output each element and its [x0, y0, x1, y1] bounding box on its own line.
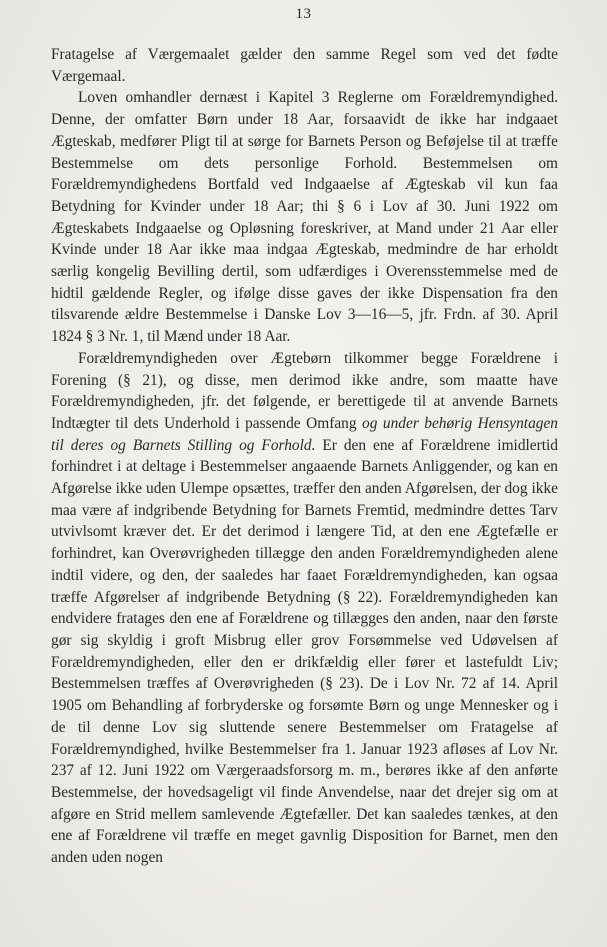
page-number: 13 — [295, 6, 312, 22]
paragraph — [51, 87, 558, 347]
paragraph — [51, 348, 558, 869]
text-run: Er den ene af Forældrene imidlertid forhindret i at deltage i Bestemmelser angaaende Barnets Anliggender, og kan en Afgørelse ikke uden Ulempe opsættes, træffer den anden Afgørelsen, der dog ikke maa være af indgribende Betydning for Barnets Fremtid, medmindre dettes Tarv utvivlsomt kræver det. Er det derimod i længere Tid, at den ene Ægtefælle er forhindret, kan Overøvrigheden tillægge den anden Forældremyndigheden alene indtil videre, og den, der saaledes har faaet Forældremyndigheden, kan ogsaa træffe Afgørelser af indgribende Betydning (§ 22). Forældremyndigheden kan endvidere fratages den ene af Forældrene og tillægges den anden, naar den første gør sig skyldig i groft Misbrug eller grov Forsømmelse ved Udøvelsen af Forældremyndigheden, eller den er drikfældig eller fører et lastefuldt Liv; Bestemmelsen træffes af Overøvrigheden (§ 23). De i Lov Nr. 72 af 14. April 1905 om Behandling af forbryderske og forsømte Børn og unge Mennesker og i de til denne Lov sig sluttende senere Bestemmelser om Fratagelse af Forældremyndighed, hvilke Bestemmelser fra 1. Januar 1923 afløses af Lov Nr. 237 af 12. Juni 1922 om Værgeraadsforsorg m. m., berøres ikke af den anførte Bestemmelse, der hovedsageligt vil finde Anvendelse, naar det drejer sig om at afgøre en Strid mellem samlevende Ægtefæller. Det kan saaledes tænkes, at den ene af Forældrene vil træffe en meget gavnlig Disposition for Barnet, men den anden uden nogen — [51, 436, 558, 867]
text-run: Loven omhandler dernæst i Kapitel 3 Reglerne om Forældremyndighed. Denne, der omfatter Børn under 18 Aar, forsaavidt de ikke har indgaaet Ægteskab, medfører Pligt til at sørge for Barnets Person og Beføjelse til at træffe Bestemmelse om dets personlige Forhold. Bestemmelsen om Forældremyndighedens Bortfald ved Indgaaelse af Ægteskab vil kun faa Betydning for Kvinder under 18 Aar; thi § 6 i Lov af 30. Juni 1922 om Ægteskabets Indgaaelse og Opløsning foreskriver, at Mand under 21 Aar eller Kvinde under 18 Aar ikke maa indgaa Ægteskab, medmindre de har erholdt særlig kongelig Bevilling dertil, som udfærdiges i Overensstemmelse med de hidtil gældende Regler, og ifølge disse gaves der ikke Dispensation fra den tilsvarende ældre Bestemmelse i Danske Lov 3—16—5, jfr. Frdn. af 30. April 1824 § 3 Nr. 1, til Mænd under 18 Aar. — [51, 89, 558, 346]
text-run: Forældremyndigheden over Ægtebørn tilkommer begge Forældrene i Forening (§ 21), og disse, men derimod ikke andre, som maatte have Forældremyndigheden, jfr. det følgende, er berettigede til at anvende Barnets Indtægter til dets Underhold i passende Omfang — [51, 349, 558, 432]
text-run: Fratagelse af Værgemaalet gælder den samme Regel som ved det fødte Værgemaal. — [51, 46, 558, 85]
body-text — [51, 44, 558, 869]
italic-text-run: og under behørig Hensyntagen til deres og Barnets Stilling og Forhold. — [51, 414, 558, 454]
paragraph — [51, 44, 558, 87]
